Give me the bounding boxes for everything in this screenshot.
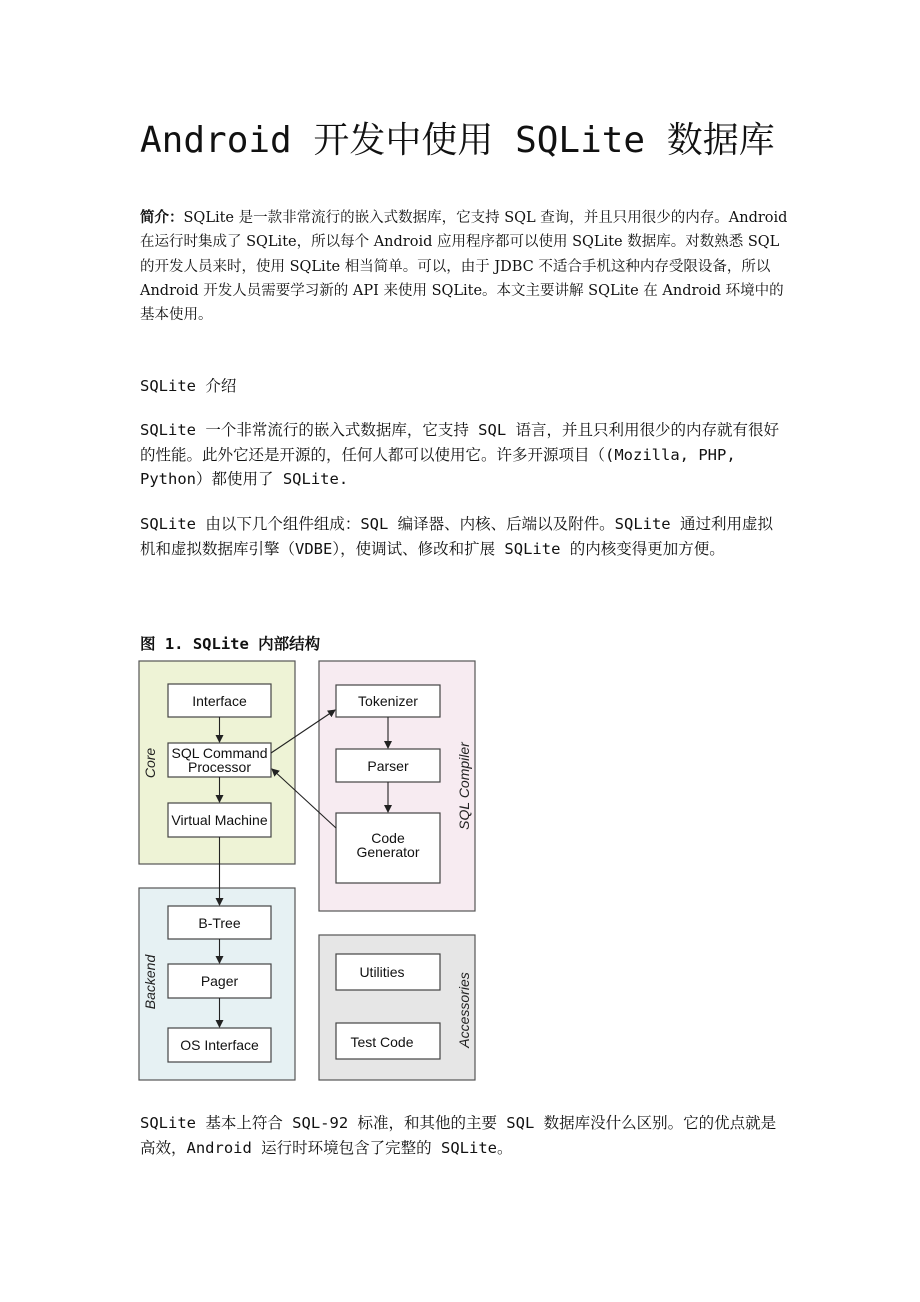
core-group-label: Core <box>142 747 158 779</box>
sql-command-processor-label-line1: SQL Command <box>171 745 268 761</box>
abstract-text: SQLite 是一款非常流行的嵌入式数据库，它支持 SQL 查询，并且只用很少的内存。Android 在运行时集成了 SQLite，所以每个 Android 应用程序都可以使用 SQLite 数据库。对数熟悉 SQL 的开发人员来时，使用 SQLite 相当简单。可以，由于 JDBC 不适合手机这种内存受限设备，所以 Android 开发人员需要学习新的 API 来使用 SQLite。本文主要讲解 SQLite 在 Android 环境中的基本使用。 <box>140 210 788 324</box>
sqlite-architecture-diagram <box>138 658 480 1082</box>
accessories-group-label: Accessories <box>456 972 472 1048</box>
virtual-machine-box-label: Virtual Machine <box>171 812 268 828</box>
interface-box-label: Interface <box>192 693 247 709</box>
section-heading: SQLite 介绍 <box>140 377 237 395</box>
btree-box-label: B-Tree <box>198 915 241 931</box>
paragraph-intro: SQLite 一个非常流行的嵌入式数据库，它支持 SQL 语言，并且只利用很少的内存就有很好的性能。此外它还是开源的，任何人都可以使用它。许多开源项目（(Mozilla, PHP, Python）都使用了 SQLite. <box>140 421 779 488</box>
sql-compiler-group-label: SQL Compiler <box>456 742 472 830</box>
abstract <box>140 206 790 327</box>
code-generator-label-line2: Generator <box>356 844 420 860</box>
sql-command-processor-label-line2: Processor <box>187 759 252 775</box>
backend-group-label: Backend <box>142 954 158 1010</box>
parser-box-label: Parser <box>367 758 409 774</box>
abstract-label: 简介： <box>140 209 184 226</box>
utilities-box-label: Utilities <box>359 964 405 980</box>
test-code-box-label: Test Code <box>350 1034 414 1050</box>
figure-caption: 图 1. SQLite 内部结构 <box>140 635 321 653</box>
code-generator-label-line1: Code <box>371 830 405 846</box>
paragraph-components: SQLite 由以下几个组件组成：SQL 编译器、内核、后端以及附件。SQLite 通过利用虚拟机和虚拟数据库引擎（VDBE），使调试、修改和扩展 SQLite 的内核变得更加方便。 <box>140 515 773 558</box>
document-title: Android 开发中使用 SQLite 数据库 <box>140 120 775 161</box>
tokenizer-box-label: Tokenizer <box>358 693 418 709</box>
paragraph-standard: SQLite 基本上符合 SQL-92 标准，和其他的主要 SQL 数据库没什么区别。它的优点就是高效，Android 运行时环境包含了完整的 SQLite。 <box>140 1114 777 1157</box>
os-interface-box-label: OS Interface <box>180 1037 259 1053</box>
pager-box-label: Pager <box>200 973 239 989</box>
